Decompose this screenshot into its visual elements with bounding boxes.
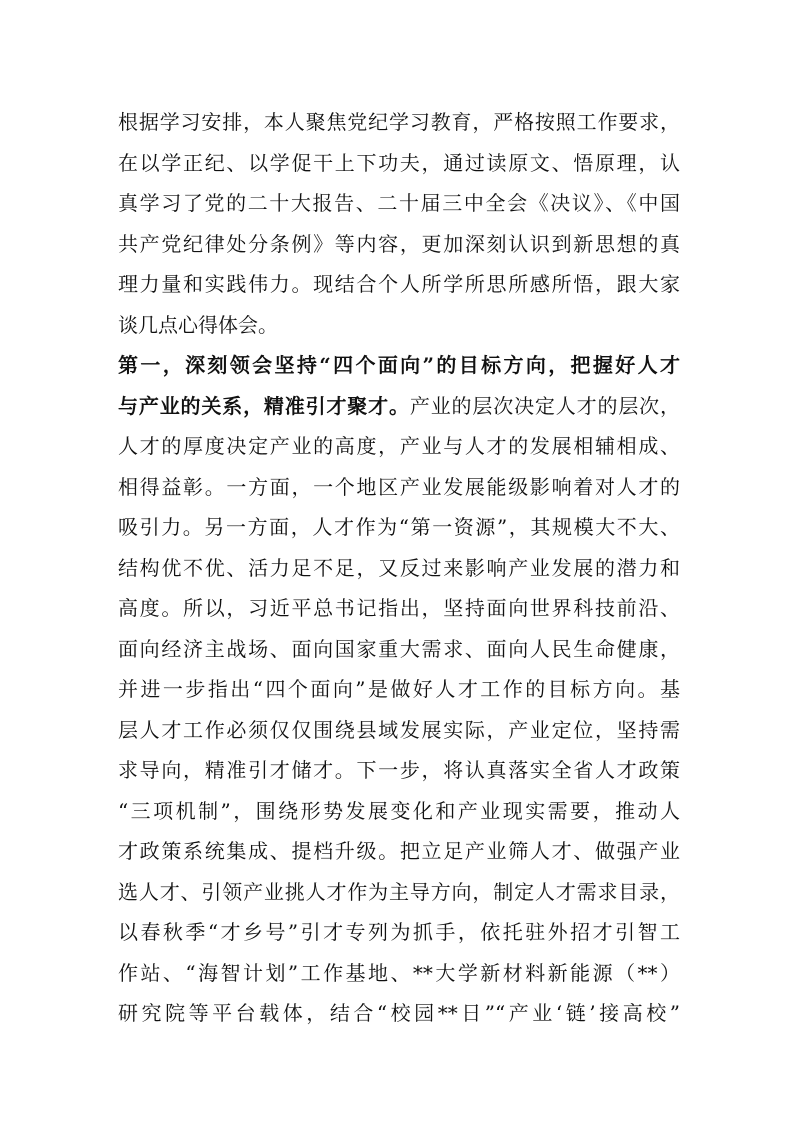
text-line: 研究院等平台载体，结合“校园**日”“产业‘链’接高校”: [118, 1001, 680, 1025]
text-line: “三项机制”，围绕形势发展变化和产业现实需要，推动人: [118, 798, 680, 823]
text-line: 求导向，精准引才储才。下一步，将认真落实全省人才政策: [118, 758, 680, 782]
section-heading-tail: 与产业的关系，精准引才聚才。: [118, 393, 410, 418]
text-line: 才政策系统集成、提档升级。把立足产业筛人才、做强产业: [118, 839, 680, 863]
paragraph-2: [118, 345, 680, 1034]
text-line: 面向经济主战场、面向国家重大需求、面向人民生命健康，: [118, 636, 680, 661]
text-line: 在以学正纪、以学促干上下功夫，通过读原文、悟原理，认: [118, 150, 680, 175]
paragraph-1: [118, 102, 680, 345]
text-line: 并进一步指出“四个面向”是做好人才工作的目标方向。基: [118, 677, 680, 701]
text-line: 相得益彰。一方面，一个地区产业发展能级影响着对人才的: [118, 474, 680, 499]
text-line: 以春秋季“才乡号”引才专列为抓手，依托驻外招才引智工: [118, 920, 680, 944]
text-line: 共产党纪律处分条例》等内容，更加深刻认识到新思想的真: [118, 231, 680, 256]
text-line: 选人才、引领产业挑人才作为主导方向，制定人才需求目录，: [118, 879, 680, 904]
document-page: [118, 102, 680, 1034]
section-heading-line: 第一，深刻领会坚持“四个面向”的目标方向，把握好人才: [118, 353, 680, 377]
text-line: 层人才工作必须仅仅围绕县域发展实际，产业定位，坚持需: [118, 717, 680, 742]
text-line: 根据学习安排，本人聚焦党纪学习教育，严格按照工作要求，: [118, 110, 680, 134]
text-line: 作站、“海智计划”工作基地、**大学新材料新能源（**）: [118, 960, 680, 985]
body-text-span: 产业的层次决定人才的层次，: [409, 393, 680, 418]
text-line: 人才的厚度决定产业的高度，产业与人才的发展相辅相成、: [118, 434, 680, 458]
text-line: 高度。所以，习近平总书记指出，坚持面向世界科技前沿、: [118, 596, 680, 620]
text-line: 真学习了党的二十大报告、二十届三中全会《决议》、《中国: [118, 191, 680, 215]
text-line: 结构优不优、活力足不足，又反过来影响产业发展的潜力和: [118, 555, 680, 580]
text-line: 吸引力。另一方面，人才作为“第一资源”，其规模大不大、: [118, 515, 680, 539]
text-line: 理力量和实践伟力。现结合个人所学所思所感所悟，跟大家: [118, 272, 680, 296]
text-line: 谈几点心得体会。: [118, 312, 278, 337]
text-line: [118, 386, 680, 427]
